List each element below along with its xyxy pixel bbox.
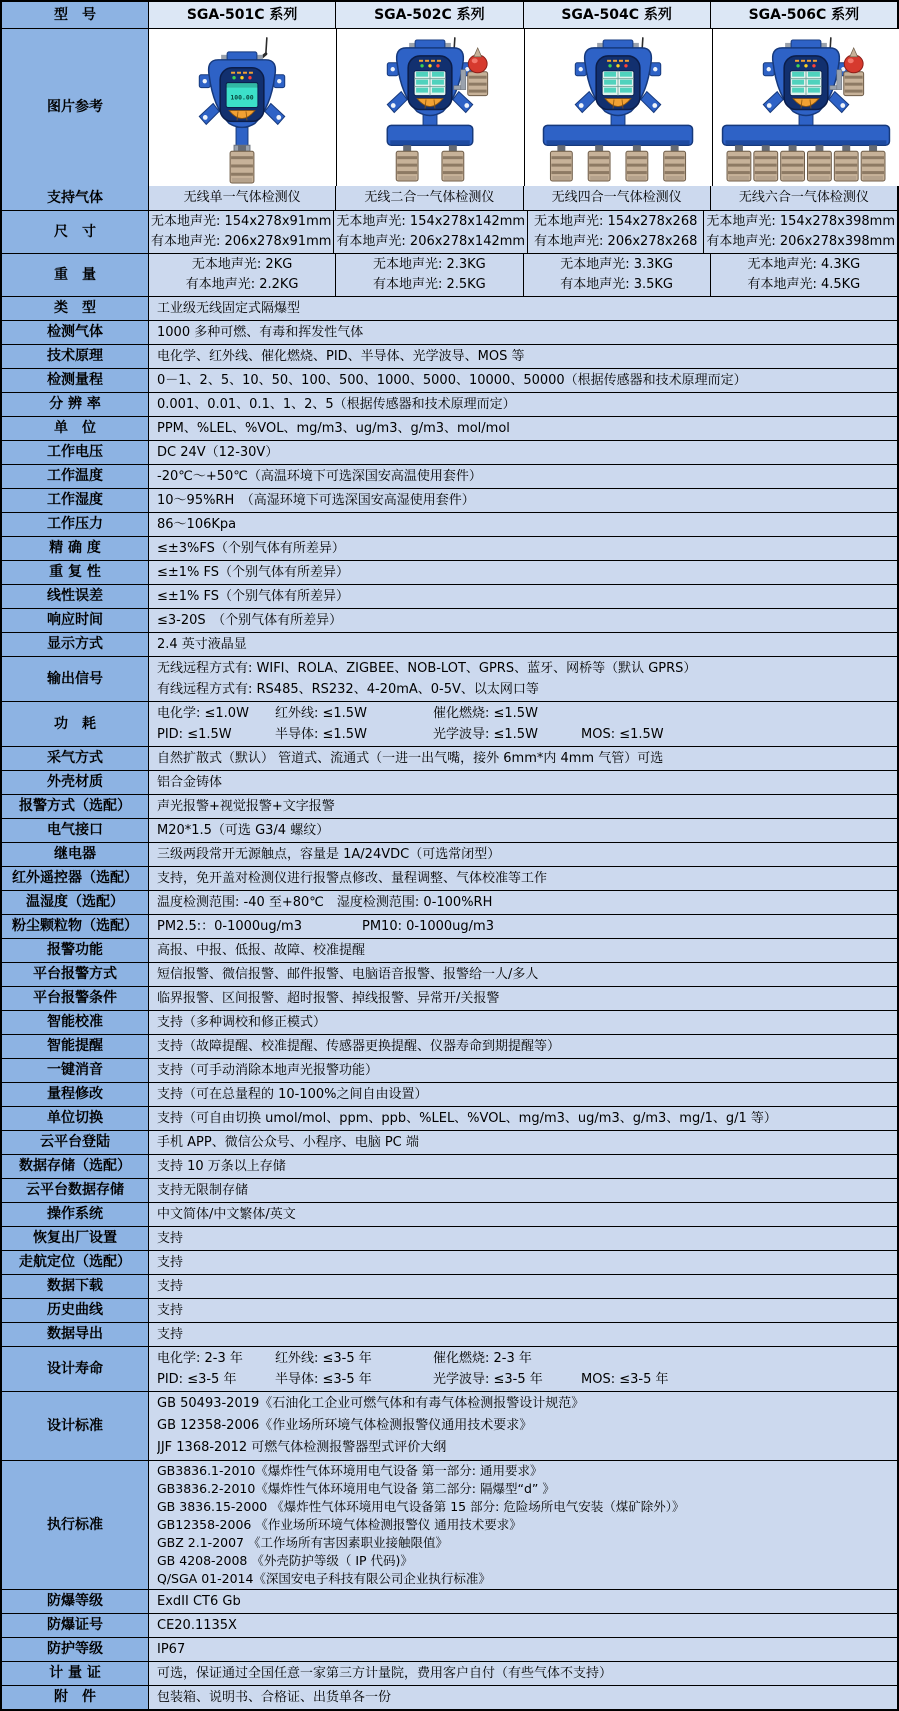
spec-value-line: GB 4208-2008 《外壳防护等级（ IP 代码)》	[157, 1553, 413, 1568]
spec-value-segment: 红外线: ≤1.5W	[275, 706, 367, 721]
spec-value-segment: 电化学: ≤1.0W	[157, 706, 249, 721]
spec-value	[149, 489, 897, 512]
spec-value	[149, 657, 897, 701]
spec-value	[149, 561, 897, 584]
spec-row	[2, 210, 897, 253]
spec-value	[149, 393, 897, 416]
spec-value-line: 有本地声光: 206x278x142mm	[336, 234, 526, 249]
spec-value-line: 有本地声光: 206x278x398mm	[706, 234, 895, 249]
spec-row	[2, 464, 897, 488]
spec-label: 设计标准	[2, 1392, 149, 1460]
spec-value-line: 温度检测范围: -40 至+80℃ 湿度检测范围: 0-100%RH	[157, 895, 493, 910]
spec-value-line: -20℃～+50℃（高温环境下可选深国安高温使用套件）	[157, 469, 482, 484]
spec-value-line: 无本地声光: 154x278x142mm	[336, 214, 526, 229]
spec-value-line: 支持（可在总量程的 10-100%之间自由设置）	[157, 1087, 428, 1102]
spec-value-segment: 催化燃烧: ≤1.5W	[433, 706, 538, 721]
spec-value-line: M20*1.5（可选 G3/4 螺纹）	[157, 823, 330, 838]
model-header-cell	[149, 2, 335, 28]
spec-row	[2, 440, 897, 464]
spec-value-line: 无本地声光: 154x278x91mm	[151, 214, 332, 229]
spec-label: 单位切换	[2, 1107, 149, 1130]
spec-row	[2, 1106, 897, 1130]
spec-value	[149, 465, 897, 488]
spec-row	[2, 1637, 897, 1661]
spec-value-line: 临界报警、区间报警、超时报警、掉线报警、异常开/关报警	[157, 991, 500, 1006]
spec-value	[149, 537, 897, 560]
spec-row	[2, 1250, 897, 1274]
spec-value	[149, 1155, 897, 1178]
spec-value-line	[157, 1348, 889, 1369]
spec-value-cell	[527, 211, 703, 253]
spec-row	[2, 1685, 897, 1709]
spec-value	[149, 1638, 897, 1661]
spec-value-line: GB12358-2006 《作业场所环境气体检测报警仪 通用技术要求》	[157, 1517, 522, 1532]
spec-value	[149, 345, 897, 368]
spec-value-line: 支持	[157, 1231, 184, 1246]
spec-value-cell	[149, 186, 335, 210]
spec-value	[149, 843, 897, 866]
spec-value-line: 86～106Kpa	[157, 517, 237, 532]
spec-value-line: 10～95%RH （高湿环境下可选深国安高湿使用套件）	[157, 493, 475, 508]
spec-row	[2, 962, 897, 986]
spec-value-segment: 催化燃烧: 2-3 年	[433, 1351, 532, 1366]
spec-value-line	[157, 724, 889, 745]
spec-value	[149, 321, 897, 344]
spec-label: 输出信号	[2, 657, 149, 701]
spec-value-cell	[710, 254, 897, 296]
spec-value-cell	[333, 211, 527, 253]
row-label-image: 图片参考	[2, 29, 149, 186]
spec-row	[2, 1391, 897, 1460]
spec-value	[149, 1203, 897, 1226]
spec-value-cells	[149, 211, 897, 253]
spec-value-line: 铝合金铸体	[157, 775, 223, 790]
spec-label: 云平台登陆	[2, 1131, 149, 1154]
spec-row	[2, 938, 897, 962]
spec-value-cell	[703, 211, 897, 253]
spec-row	[2, 1298, 897, 1322]
spec-value-line: 无线二合一气体检测仪	[364, 190, 495, 205]
product-image-cell	[149, 29, 336, 186]
model-header-cell	[523, 2, 710, 28]
spec-label: 报警功能	[2, 939, 149, 962]
spec-value-line: 无本地声光: 154x278x398mm	[706, 214, 895, 229]
spec-value-line: 无本地声光: 2.3KG	[372, 257, 486, 272]
spec-value-line: GB3836.1-2010《爆炸性气体环境用电气设备 第一部分: 通用要求》	[157, 1463, 543, 1478]
spec-value-line: GB 3836.15-2000 《爆炸性气体环境用电气设备第 15 部分: 危险场所电气安装（煤矿除外）》	[157, 1499, 685, 1514]
spec-value	[149, 1179, 897, 1202]
spec-row	[2, 1010, 897, 1034]
spec-value	[149, 891, 897, 914]
spec-value	[149, 1107, 897, 1130]
spec-value-segment: 光学波导: ≤1.5W	[433, 727, 538, 742]
spec-label: 历史曲线	[2, 1299, 149, 1322]
spec-label: 工作电压	[2, 441, 149, 464]
spec-value	[149, 1686, 897, 1709]
spec-value-segment: MOS: ≤1.5W	[581, 727, 664, 742]
spec-row	[2, 344, 897, 368]
spec-label: 操作系统	[2, 1203, 149, 1226]
model-name: SGA-501C 系列	[186, 7, 298, 23]
spec-row	[2, 392, 897, 416]
spec-value	[149, 987, 897, 1010]
spec-label: 技术原理	[2, 345, 149, 368]
spec-row	[2, 746, 897, 770]
spec-value-line: GB3836.2-2010《爆炸性气体环境用电气设备 第二部分: 隔爆型“d” 》	[157, 1481, 555, 1496]
spec-value-segment: 半导体: ≤3-5 年	[275, 1372, 372, 1387]
product-image-cell	[336, 29, 524, 186]
spec-value	[149, 1059, 897, 1082]
spec-value-line: 三级两段常开无源触点，容量是 1A/24VDC（可选常闭型）	[157, 847, 501, 862]
spec-value-cells	[149, 254, 897, 296]
spec-label: 显示方式	[2, 633, 149, 656]
spec-row	[2, 986, 897, 1010]
spec-row	[2, 1346, 897, 1391]
spec-value-segment: PM10: 0-1000ug/m3	[362, 919, 494, 934]
spec-value-line: 支持（多种调校和修正模式）	[157, 1015, 327, 1030]
spec-row	[2, 560, 897, 584]
model-name: SGA-506C 系列	[748, 7, 860, 23]
spec-value	[149, 1323, 897, 1346]
spec-value-line: 无本地声光: 4.3KG	[747, 257, 861, 272]
spec-label: 工作温度	[2, 465, 149, 488]
spec-label: 温湿度（选配）	[2, 891, 149, 914]
spec-value-line: 包装箱、说明书、合格证、出货单各一份	[157, 1690, 392, 1705]
spec-value-line: 有本地声光: 2.2KG	[185, 277, 299, 292]
spec-label: 粉尘颗粒物（选配）	[2, 915, 149, 938]
spec-label: 报警方式（选配）	[2, 795, 149, 818]
spec-value	[149, 795, 897, 818]
spec-value-line: 1000 多种可燃、有毒和挥发性气体	[157, 325, 364, 340]
spec-label: 智能提醒	[2, 1035, 149, 1058]
spec-row	[2, 1589, 897, 1613]
spec-label: 电气接口	[2, 819, 149, 842]
spec-value	[149, 417, 897, 440]
spec-value-cell	[335, 254, 522, 296]
spec-value-cells	[149, 186, 897, 210]
spec-row	[2, 296, 897, 320]
spec-value-line: IP67	[157, 1642, 186, 1657]
spec-label: 单 位	[2, 417, 149, 440]
spec-value-line: Q/SGA 01-2014《深国安电子科技有限公司企业执行标准》	[157, 1571, 491, 1586]
spec-label: 量程修改	[2, 1083, 149, 1106]
spec-value-line: 电化学、红外线、催化燃烧、PID、半导体、光学波导、MOS 等	[157, 349, 525, 364]
spec-value	[149, 369, 897, 392]
spec-value-line: PPM、%LEL、%VOL、mg/m3、ug/m3、g/m3、mol/mol	[157, 421, 510, 436]
spec-row	[2, 536, 897, 560]
spec-label: 数据导出	[2, 1323, 149, 1346]
spec-label: 工作压力	[2, 513, 149, 536]
spec-value	[149, 513, 897, 536]
spec-value	[149, 1251, 897, 1274]
spec-value	[149, 819, 897, 842]
spec-row	[2, 818, 897, 842]
spec-value	[149, 1275, 897, 1298]
spec-row	[2, 1226, 897, 1250]
svg-text:100.00: 100.00	[230, 93, 254, 102]
spec-value-line: 支持	[157, 1279, 184, 1294]
spec-value	[149, 633, 897, 656]
spec-value-line: 支持（故障提醒、校准提醒、传感器更换提醒、仪器寿命到期提醒等）	[157, 1039, 561, 1054]
spec-label: 功 耗	[2, 702, 149, 746]
model-name: SGA-504C 系列	[561, 7, 672, 23]
spec-value-line: JJF 1368-2012 可燃气体检测报警器型式评价大纲	[157, 1440, 447, 1455]
device-illustration	[337, 30, 524, 185]
spec-row	[2, 656, 897, 701]
spec-row	[2, 632, 897, 656]
spec-value-line: 工业级无线固定式隔爆型	[157, 301, 301, 316]
spec-value	[149, 1035, 897, 1058]
spec-value-line: 无线单一气体检测仪	[183, 190, 301, 205]
spec-value-cell	[149, 254, 335, 296]
spec-value	[149, 702, 897, 746]
spec-label: 重 量	[2, 254, 149, 296]
spec-value	[149, 771, 897, 794]
spec-label: 线性误差	[2, 585, 149, 608]
spec-row	[2, 1613, 897, 1637]
spec-value	[149, 1614, 897, 1637]
spec-value	[149, 915, 897, 938]
spec-row	[2, 1130, 897, 1154]
spec-value-cell	[149, 211, 333, 253]
spec-value-line: 支持无限制存储	[157, 1183, 249, 1198]
spec-row	[2, 1058, 897, 1082]
spec-label: 工作湿度	[2, 489, 149, 512]
spec-value-line: 无线六合一气体检测仪	[738, 190, 869, 205]
spec-value-line: 支持 10 万条以上存储	[157, 1159, 286, 1174]
spec-rows	[2, 186, 897, 1709]
spec-label: 类 型	[2, 297, 149, 320]
spec-value-line	[157, 916, 889, 937]
spec-value-line: 有本地声光: 2.5KG	[372, 277, 486, 292]
spec-value-cell	[523, 186, 710, 210]
spec-value	[149, 1083, 897, 1106]
spec-value-line: 短信报警、微信报警、邮件报警、电脑语音报警、报警给一人/多人	[157, 967, 539, 982]
spec-label: 一键消音	[2, 1059, 149, 1082]
spec-value	[149, 1299, 897, 1322]
spec-label: 数据存储（选配）	[2, 1155, 149, 1178]
spec-label: 平台报警条件	[2, 987, 149, 1010]
spec-label: 防护等级	[2, 1638, 149, 1661]
spec-row	[2, 701, 897, 746]
spec-label: 执行标准	[2, 1461, 149, 1589]
spec-label: 红外遥控器（选配）	[2, 867, 149, 890]
spec-value-line: 有本地声光: 4.5KG	[747, 277, 861, 292]
spec-value-segment: PM2.5:：0-1000ug/m3	[157, 919, 302, 934]
spec-value-line: 支持	[157, 1327, 184, 1342]
spec-value-line: 手机 APP、微信公众号、小程序、电脑 PC 端	[157, 1135, 419, 1150]
spec-value-line: 无本地声光: 2KG	[191, 257, 293, 272]
spec-value-line: DC 24V（12-30V）	[157, 445, 279, 460]
model-header-cell	[335, 2, 522, 28]
spec-value-line: 支持（可手动消除本地声光报警功能）	[157, 1063, 379, 1078]
spec-value	[149, 609, 897, 632]
spec-label: 恢复出厂设置	[2, 1227, 149, 1250]
spec-value-line: ≤±1% FS（个别气体有所差异）	[157, 589, 350, 604]
spec-value	[149, 867, 897, 890]
spec-label: 附 件	[2, 1686, 149, 1709]
spec-row	[2, 320, 897, 344]
spec-row	[2, 186, 897, 210]
spec-row	[2, 1154, 897, 1178]
spec-label: 分 辨 率	[2, 393, 149, 416]
spec-row	[2, 368, 897, 392]
spec-row	[2, 890, 897, 914]
spec-label: 计 量 证	[2, 1662, 149, 1685]
spec-value-line: 无本地声光: 3.3KG	[560, 257, 674, 272]
spec-label: 数据下载	[2, 1275, 149, 1298]
spec-label: 外壳材质	[2, 771, 149, 794]
spec-row	[2, 1274, 897, 1298]
spec-value-segment: 电化学: 2-3 年	[157, 1351, 243, 1366]
spec-value-line: 无线四合一气体检测仪	[551, 190, 682, 205]
spec-value-line: 2.4 英寸液晶显	[157, 637, 247, 652]
device-illustration	[149, 30, 336, 185]
spec-value	[149, 1131, 897, 1154]
spec-label: 检测量程	[2, 369, 149, 392]
spec-row	[2, 866, 897, 890]
spec-row	[2, 842, 897, 866]
spec-row	[2, 1082, 897, 1106]
spec-label: 响应时间	[2, 609, 149, 632]
spec-label: 支持气体	[2, 186, 149, 210]
spec-value-line: 0.001、0.01、0.1、1、2、5（根据传感器和技术原理而定）	[157, 397, 516, 412]
spec-value-segment: PID: ≤3-5 年	[157, 1372, 237, 1387]
spec-value-line: 有本地声光: 3.5KG	[560, 277, 674, 292]
spec-row	[2, 416, 897, 440]
spec-value	[149, 1662, 897, 1685]
spec-label: 检测气体	[2, 321, 149, 344]
spec-value-line: 中文简体/中文繁体/英文	[157, 1207, 296, 1222]
spec-value	[149, 1227, 897, 1250]
spec-label: 云平台数据存储	[2, 1179, 149, 1202]
spec-value-line: ≤±3%FS（个别气体有所差异）	[157, 541, 345, 556]
header-row	[2, 2, 897, 28]
spec-row	[2, 584, 897, 608]
spec-label: 尺 寸	[2, 211, 149, 253]
spec-row	[2, 794, 897, 818]
row-label-model: 型 号	[2, 2, 149, 28]
spec-value-line: 无本地声光: 154x278x268	[534, 214, 698, 229]
spec-row	[2, 1661, 897, 1685]
spec-row	[2, 770, 897, 794]
spec-value-line: GB 50493-2019《石油化工企业可燃气体和有毒气体检测报警设计规范》	[157, 1396, 585, 1411]
device-illustration	[713, 30, 899, 185]
spec-value-line: CE20.1135X	[157, 1618, 237, 1633]
device-image-cells	[149, 29, 899, 186]
image-row	[2, 28, 897, 186]
spec-value-line: 有本地声光: 206x278x91mm	[151, 234, 332, 249]
spec-value-segment: PID: ≤1.5W	[157, 727, 232, 742]
spec-label: 走航定位（选配）	[2, 1251, 149, 1274]
spec-row	[2, 488, 897, 512]
spec-value	[149, 1590, 897, 1613]
spec-value-line: 有本地声光: 206x278x268	[534, 234, 698, 249]
spec-label: 重 复 性	[2, 561, 149, 584]
spec-label: 平台报警方式	[2, 963, 149, 986]
product-image-cell	[712, 29, 899, 186]
spec-row	[2, 608, 897, 632]
spec-value-line: 0－1、2、5、10、50、100、500、1000、5000、10000、50000（根据传感器和技术原理而定）	[157, 373, 747, 388]
spec-label: 精 确 度	[2, 537, 149, 560]
spec-row	[2, 1034, 897, 1058]
spec-value-line: 自然扩散式（默认） 管道式、流通式（一进一出气嘴，接外 6mm*内 4mm 气管）可选	[157, 751, 664, 766]
product-image-cell	[524, 29, 712, 186]
spec-value-line: 有线远程方式有: RS485、RS232、4-20mA、0-5V、以太网口等	[157, 682, 539, 697]
spec-value-segment: 红外线: ≤3-5 年	[275, 1351, 372, 1366]
spec-value-line	[157, 1369, 889, 1390]
spec-label: 采气方式	[2, 747, 149, 770]
spec-value-cell	[710, 186, 897, 210]
spec-value-line: 支持（可自由切换 umol/mol、ppm、ppb、%LEL、%VOL、mg/m3、ug/m3、g/m3、mg/1、g/1 等）	[157, 1111, 777, 1126]
spec-value-line: 声光报警+视觉报警+文字报警	[157, 799, 335, 814]
spec-value	[149, 963, 897, 986]
spec-row	[2, 253, 897, 296]
spec-value	[149, 297, 897, 320]
spec-value-line: ExdII CT6 Gb	[157, 1594, 241, 1609]
model-header-cell	[710, 2, 897, 28]
spec-label: 设计寿命	[2, 1347, 149, 1391]
spec-value-line: ≤±1% FS（个别气体有所差异）	[157, 565, 350, 580]
model-name: SGA-502C 系列	[374, 7, 485, 23]
spec-row	[2, 914, 897, 938]
spec-value-line: GBZ 2.1-2007 《工作场所有害因素职业接触限值》	[157, 1535, 448, 1550]
spec-row	[2, 1322, 897, 1346]
spec-label: 继电器	[2, 843, 149, 866]
spec-value-segment: 光学波导: ≤3-5 年	[433, 1372, 543, 1387]
spec-value-line: 高报、中报、低报、故障、校准提醒	[157, 943, 366, 958]
spec-value	[149, 1392, 897, 1460]
spec-value-line: GB 12358-2006《作业场所环境气体检测报警仪通用技术要求》	[157, 1418, 533, 1433]
spec-row	[2, 512, 897, 536]
spec-label: 防爆等级	[2, 1590, 149, 1613]
spec-value-line: 可选，保证通过全国任意一家第三方计量院，费用客户自付（有些气体不支持）	[157, 1666, 613, 1681]
spec-value-segment: MOS: ≤3-5 年	[581, 1372, 669, 1387]
spec-value-line: ≤3-20S （个别气体有所差异）	[157, 613, 343, 628]
spec-value-cell	[335, 186, 522, 210]
spec-value	[149, 747, 897, 770]
spec-value-line: 支持	[157, 1303, 184, 1318]
model-header-cells	[149, 2, 897, 28]
spec-value	[149, 585, 897, 608]
spec-value	[149, 1347, 897, 1391]
spec-value-segment: 半导体: ≤1.5W	[275, 727, 367, 742]
spec-value-line: 支持	[157, 1255, 184, 1270]
spec-value	[149, 441, 897, 464]
device-illustration	[525, 30, 712, 185]
spec-row	[2, 1460, 897, 1589]
spec-value-line: 支持，免开盖对检测仪进行报警点修改、量程调整、气体校准等工作	[157, 871, 548, 886]
spec-row	[2, 1178, 897, 1202]
spec-row	[2, 1202, 897, 1226]
spec-label: 智能校准	[2, 1011, 149, 1034]
spec-value-cell	[523, 254, 710, 296]
spec-value	[149, 939, 897, 962]
spec-value	[149, 1011, 897, 1034]
spec-label: 防爆证号	[2, 1614, 149, 1637]
spec-value-line: 无线远程方式有: WIFI、ROLA、ZIGBEE、NOB-LOT、GPRS、蓝牙、网桥等（默认 GPRS）	[157, 661, 697, 676]
spec-value-line	[157, 703, 889, 724]
spec-value	[149, 1461, 897, 1589]
